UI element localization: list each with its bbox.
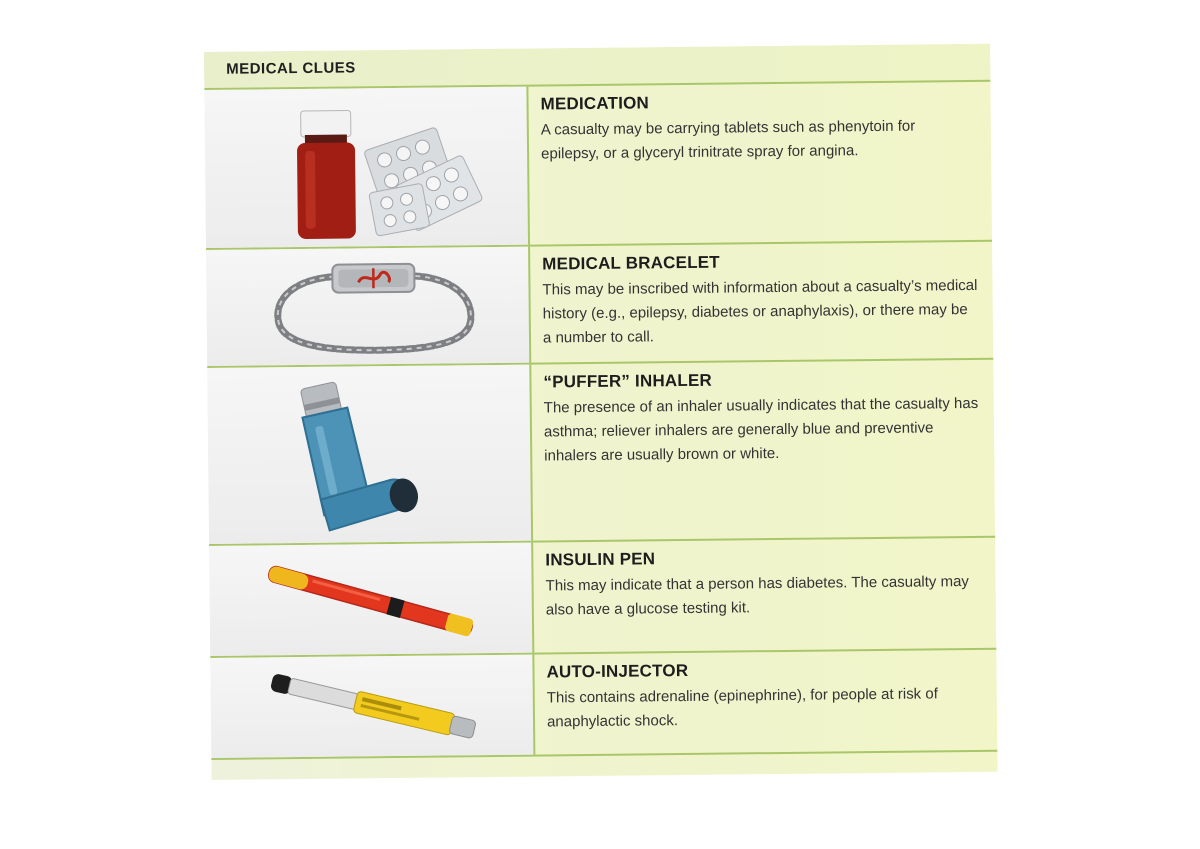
clue-image-cell [209, 543, 534, 656]
clue-title: INSULIN PEN [545, 549, 656, 570]
clue-image-cell [210, 655, 535, 758]
medical-clues-panel [204, 44, 998, 780]
clue-text-cell [540, 90, 977, 167]
clue-description: This may be inscribed with information about a casualty’s medical history (e.g., epilepsy, diabetes or anaphylaxis), or there may be a number to call. [542, 276, 978, 347]
medical-bracelet-icon [206, 247, 529, 366]
clue-row-auto-injector [210, 650, 997, 760]
clue-title: MEDICAL BRACELET [542, 252, 720, 274]
medical-clues-page [204, 52, 990, 780]
clue-image-cell [204, 87, 530, 248]
clue-text-cell [543, 368, 980, 469]
clue-description: This contains adrenaline (epinephrine), for people at risk of anaphylactic shock. [546, 685, 938, 731]
clue-description: A casualty may be carrying tablets such as phenytoin for epilepsy, or a glyceryl trinitrate spray for angina. [540, 117, 916, 163]
clue-image-cell [206, 247, 531, 366]
clue-text-cell [542, 250, 979, 351]
clue-title: MEDICATION [540, 93, 650, 114]
clue-description: This may indicate that a person has diabetes. The casualty may also have a glucose testing kit. [545, 573, 969, 619]
auto-injector-icon [210, 655, 533, 758]
clue-row-puffer-inhaler [207, 360, 995, 546]
clue-row-medical-bracelet [206, 242, 993, 368]
clue-title: AUTO-INJECTOR [546, 660, 689, 682]
clue-image-cell [207, 365, 533, 544]
panel-title: MEDICAL CLUES [226, 59, 356, 78]
insulin-pen-icon [209, 543, 532, 656]
clue-row-insulin-pen [209, 538, 996, 658]
clue-row-medication [204, 82, 992, 250]
clue-text-cell [546, 658, 983, 735]
clue-description: The presence of an inhaler usually indicates that the casualty has asthma; reliever inhalers are generally blue and preventive inhalers are usually brown or white. [543, 394, 979, 465]
clue-text-cell [545, 546, 982, 623]
clue-title: “PUFFER” INHALER [543, 370, 713, 392]
inhaler-icon [207, 365, 531, 544]
medication-bottle-and-tablets-icon [204, 87, 528, 248]
